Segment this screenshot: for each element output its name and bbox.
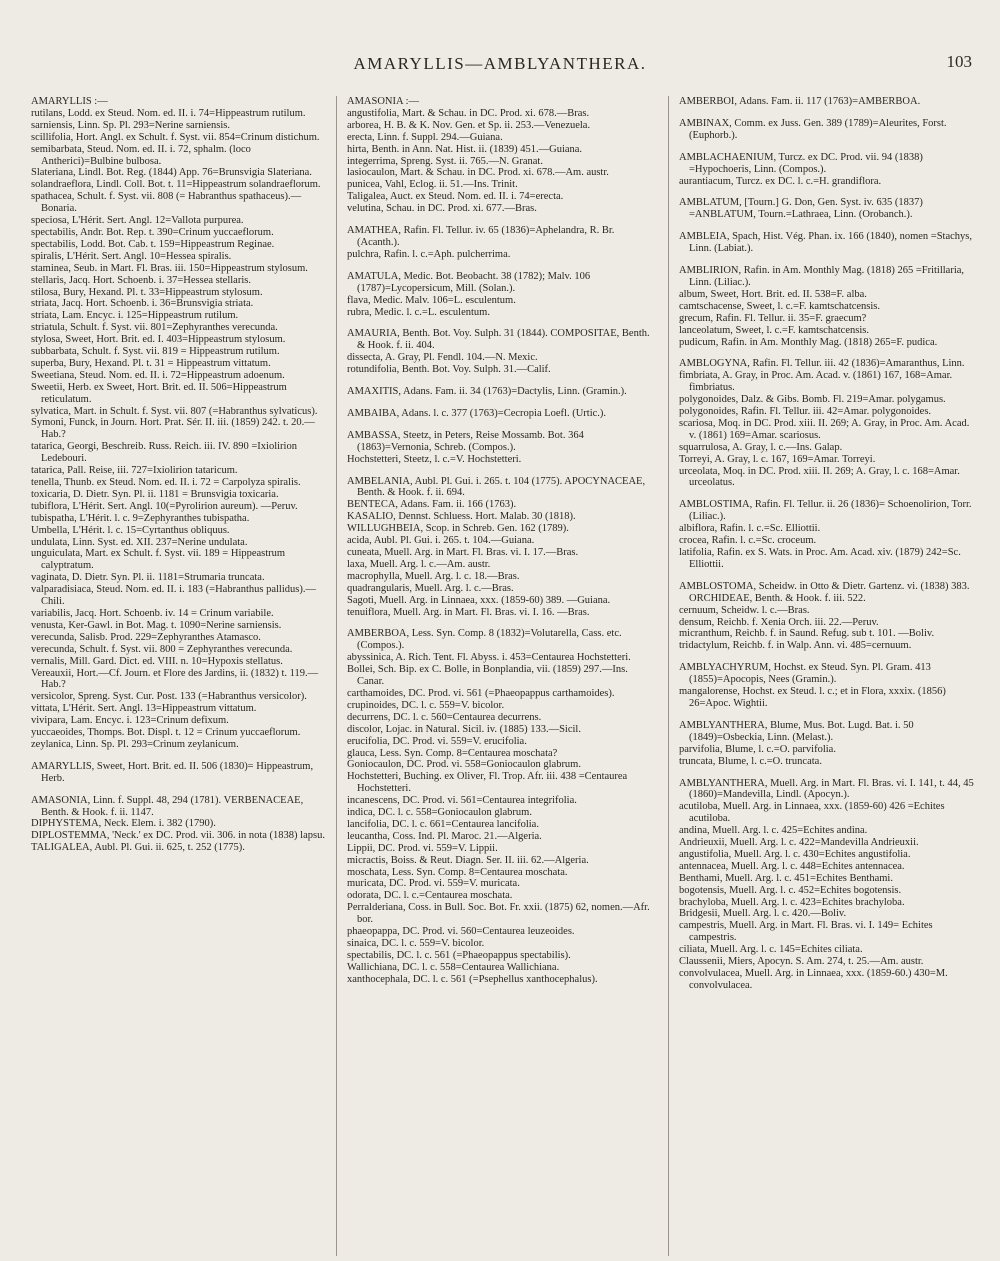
- entry-line: decurrens, DC. l. c. 560=Centaurea decurrens.: [347, 711, 542, 723]
- entry-line: superba, Bury, Hexand. Pl. t. 31 = Hippeastrum vittatum.: [31, 357, 271, 369]
- entry-heading: AMAXITIS, Adans. Fam. ii. 34 (1763)=Dactylis, Linn. (Gramin.).: [347, 386, 627, 398]
- entry-line: yuccaeoides, Thomps. Bot. Displ. t. 12 = Crinum yuccaeflorum.: [31, 727, 301, 739]
- entry-heading: AMBASSA, Steetz, in Peters, Reise Mossamb. Bot. 364 (1863)=Vernonia, Schreb. (Compos.).: [347, 429, 587, 453]
- entry-line: Claussenii, Miers, Apocyn. S. Am. 274, t. 25.—Am. austr.: [679, 956, 924, 968]
- page-number: 103: [946, 52, 972, 71]
- entry-line: velutina, Schau. in DC. Prod. xi. 677.—Bras.: [347, 203, 537, 215]
- entry-line: punicea, Vahl, Eclog. ii. 51.—Ins. Trinit.: [347, 179, 518, 191]
- entry-line: rotundifolia, Benth. Bot. Voy. Sulph. 31.—Calif.: [347, 364, 551, 376]
- entry-line: verecunda, Schult. f. Syst. vii. 800 = Zephyranthes verecunda.: [31, 643, 293, 655]
- entry-line: speciosa, L'Hérit. Sert. Angl. 12=Vallota purpurea.: [31, 215, 244, 227]
- dictionary-entry: [347, 328, 652, 376]
- entry-line: mangalorense, Hochst. ex Steud. l. c.; et in Flora, xxxix. (1856) 26=Apoc. Wightii.: [679, 686, 949, 709]
- dictionary-entry: [679, 358, 975, 489]
- entry-line: spathacea, Schult. f. Syst. vii. 808 (= Habranthus spathaceus).—Bonaria.: [31, 191, 302, 215]
- entry-line: versicolor, Spreng. Syst. Cur. Post. 133 (=Habranthus versicolor).: [31, 691, 307, 703]
- entry-heading: AMBLOSTIMA, Rafin. Fl. Tellur. ii. 26 (1836)= Schoenolirion, Torr. (Liliac.).: [679, 499, 975, 523]
- entry-line: sylvatica, Mart. in Schult. f. Syst. vii. 807 (=Habranthus sylvaticus).: [31, 405, 318, 417]
- entry-line: aurantiacum, Turcz. ex DC. l. c.=H. grandiflora.: [679, 175, 882, 187]
- entry-line: spiralis, L'Hérit. Sert. Angl. 10=Hessea spiralis.: [31, 250, 232, 262]
- dictionary-entry: [347, 225, 652, 261]
- entry-line: indica, DC. l. c. 558=Goniocaulon glabrum.: [347, 807, 532, 819]
- column-left: [31, 96, 327, 1256]
- entry-line: vittata, L'Hérit. Sert. Angl. 13=Hippeastrum vittatum.: [31, 703, 257, 715]
- entry-line: squarrulosa, A. Gray, l. c.—Ins. Galap.: [679, 441, 843, 453]
- entry-heading: AMBLOSTOMA, Scheidw. in Otto & Dietr. Gartenz. vi. (1838) 383. ORCHIDEAE, Benth. & Hook. f. iii. 522.: [679, 580, 973, 604]
- column-middle: [336, 96, 652, 1256]
- entry-line: muricata, DC. Prod. vi. 559=V. muricata.: [347, 878, 520, 890]
- entry-line: macrophylla, Muell. Arg. l. c. 18.—Bras.: [347, 570, 520, 582]
- entry-line: rubra, Medic. l. c.=L. esculentum.: [347, 306, 490, 318]
- entry-line: Slateriana, Lindl. Bot. Reg. (1844) App. 76=Brunsvigia Slateriana.: [31, 167, 312, 179]
- entry-heading: AMBERBOA, Less. Syn. Comp. 8 (1832)=Volutarella, Cass. etc. (Compos.).: [347, 628, 625, 652]
- dictionary-entry: [679, 118, 975, 142]
- dictionary-entry: [347, 408, 652, 420]
- entry-heading: AMBLACHAENIUM, Turcz. ex DC. Prod. vii. 94 (1838) =Hypochoeris, Linn. (Compos.).: [679, 151, 926, 175]
- running-head: [0, 52, 1000, 76]
- entry-line: pulchra, Rafin. l. c.=Aph. pulcherrima.: [347, 248, 511, 260]
- entry-line: laxa, Muell. Arg. l. c.—Am. austr.: [347, 558, 491, 570]
- entry-line: WILLUGHBEIA, Scop. in Schreb. Gen. 162 (1789).: [347, 523, 569, 535]
- entry-line: Torreyi, A. Gray, l. c. 167, 169=Amar. Torreyi.: [679, 453, 876, 465]
- entry-line: camtschacense, Sweet, l. c.=F. kamtschatcensis.: [679, 300, 881, 312]
- entry-heading: AMBELANIA, Aubl. Pl. Gui. i. 265. t. 104 (1775). APOCYNACEAE, Benth. & Hook. f. ii. 694.: [347, 475, 648, 499]
- entry-line: stellaris, Jacq. Hort. Schoenb. i. 37=Hessea stellaris.: [31, 274, 251, 286]
- entry-line: glauca, Less. Syn. Comp. 8=Centaurea moschata?: [347, 747, 558, 759]
- entry-heading: AMBLYACHYRUM, Hochst. ex Steud. Syn. Pl. Gram. 413 (1855)=Apocopis, Nees (Gramin.).: [679, 662, 934, 686]
- entry-line: polygonoides, Dalz. & Gibs. Bomb. Fl. 219=Amar. polygamus.: [679, 394, 946, 406]
- entry-line: Perralderiana, Coss. in Bull. Soc. Bot. Fr. xxii. (1875) 62, nomen.—Afr. bor.: [347, 902, 653, 926]
- dictionary-entry: [347, 628, 652, 985]
- dictionary-entry: [679, 720, 975, 768]
- entry-line: vaginata, D. Dietr. Syn. Pl. ii. 1181=Strumaria truncata.: [31, 572, 265, 584]
- entry-heading: AMBLIRION, Rafin. in Am. Monthly Mag. (1818) 265 =Fritillaria, Linn. (Liliac.).: [679, 265, 967, 288]
- entry-line: erecta, Linn. f. Suppl. 294.—Guiana.: [347, 131, 503, 143]
- entry-line: Sagoti, Muell. Arg. in Linnaea, xxx. (1859-60) 389. —Guiana.: [347, 594, 611, 606]
- dictionary-entry: [347, 430, 652, 466]
- entry-line: lasiocaulon, Mart. & Schau. in DC. Prod. xi. 678.—Am. austr.: [347, 167, 609, 179]
- entry-line: erucifolia, DC. Prod. vi. 559=V. erucifolia.: [347, 735, 527, 747]
- entry-line: Goniocaulon, DC. Prod. vi. 558=Goniocaulon glabrum.: [347, 759, 581, 771]
- entry-line: sinaica, DC. l. c. 559=V. bicolor.: [347, 938, 485, 949]
- entry-line: stylosa, Sweet, Hort. Brit. ed. I. 403=Hippeastrum stylosum.: [31, 334, 286, 346]
- entry-line: venusta, Ker-Gawl. in Bot. Mag. t. 1090=Nerine sarniensis.: [31, 619, 282, 631]
- entry-heading: AMARYLLIS :—: [31, 96, 108, 107]
- entry-line: flava, Medic. Malv. 106=L. esculentum.: [347, 294, 516, 306]
- entry-line: Wallichiana, DC. l. c. 558=Centaurea Wallichiana.: [347, 961, 560, 973]
- entry-line: angustifolia, Muell. Arg. l. c. 430=Echites angustifolia.: [679, 848, 911, 860]
- page-title: AMARYLLIS—AMBLYANTHERA.: [353, 54, 647, 73]
- entry-line: arborea, H. B. & K. Nov. Gen. et Sp. ii. 253.—Venezuela.: [347, 119, 591, 131]
- dictionary-entry: [679, 778, 975, 992]
- entry-line: cernuum, Scheidw. l. c.—Bras.: [679, 604, 810, 616]
- entry-line: Andrieuxii, Muell. Arg. l. c. 422=Mandevilla Andrieuxii.: [679, 837, 919, 849]
- entry-line: antennacea, Muell. Arg. l. c. 448=Echites antennacea.: [679, 860, 905, 872]
- entry-heading: AMBAIBA, Adans. l. c. 377 (1763)=Cecropia Loefl. (Urtic.).: [347, 407, 607, 419]
- dictionary-entry: [31, 96, 327, 751]
- entry-line: bogotensis, Muell. Arg. l. c. 452=Echites bogotensis.: [679, 884, 902, 896]
- entry-line: Sweetiana, Steud. Nom. ed. II. i. 72=Hippeastrum adoenum.: [31, 369, 285, 381]
- entry-line: quadrangularis, Muell. Arg. l. c.—Bras.: [347, 582, 514, 594]
- entry-line: Bridgesii, Muell. Arg. l. c. 420.—Boliv.: [679, 908, 847, 920]
- entry-line: urceolata, Moq. in DC. Prod. xiii. II. 269; A. Gray, l. c. 168=Amar. urceolatus.: [679, 465, 963, 489]
- entry-line: pudicum, Rafin. in Am. Monthly Mag. (1818) 265=F. pudica.: [679, 336, 938, 348]
- column-right: [668, 96, 975, 1256]
- entry-line: angustifolia, Mart. & Schau. in DC. Prod. xi. 678.—Bras.: [347, 107, 590, 119]
- entry-line: scillifolia, Hort. Angl. ex Schult. f. Syst. vii. 854=Crinum distichum.: [31, 131, 320, 143]
- entry-line: xanthocephala, DC. l. c. 561 (=Psephellus xanthocephalus).: [347, 973, 598, 985]
- entry-heading: AMATULA, Medic. Bot. Beobacht. 38 (1782); Malv. 106 (1787)=Lycopersicum, Mill. (Solan.).: [347, 270, 593, 294]
- entry-line: parvifolia, Blume, l. c.=O. parvifolia.: [679, 743, 836, 755]
- entry-line: albiflora, Rafin. l. c.=Sc. Elliottii.: [679, 523, 821, 535]
- entry-line: integerrima, Spreng. Syst. ii. 765.—N. Granat.: [347, 155, 543, 167]
- entry-line: carthamoides, DC. Prod. vi. 561 (=Phaeopappus carthamoides).: [347, 687, 615, 699]
- entry-line: sarniensis, Linn. Sp. Pl. 293=Nerine sarniensis.: [31, 119, 230, 131]
- text-columns: [31, 96, 975, 1256]
- entry-line: Bollei, Sch. Bip. ex C. Bolle, in Bonplandia, vii. (1859) 297.—Ins. Canar.: [347, 664, 631, 688]
- entry-heading: AMAURIA, Benth. Bot. Voy. Sulph. 31 (1844). COMPOSITAE, Benth. & Hook. f. ii. 404.: [347, 328, 653, 352]
- dictionary-entry: [679, 662, 975, 710]
- dictionary-entry: [31, 761, 327, 785]
- entry-line: KASALIO, Dennst. Schluess. Hort. Malab. 30 (1818).: [347, 511, 576, 523]
- entry-line: TALIGALEA, Aubl. Pl. Gui. ii. 625, t. 252 (1775).: [31, 842, 245, 854]
- entry-line: Vereauxii, Hort.—Cf. Journ. et Flore des Jardins, ii. (1832) t. 119.—Hab.?: [31, 667, 319, 691]
- entry-line: striatula, Schult. f. Syst. vii. 801=Zephyranthes verecunda.: [31, 322, 278, 334]
- entry-heading: AMBERBOI, Adans. Fam. ii. 117 (1763)=AMBERBOA.: [679, 96, 921, 107]
- entry-line: DIPLOSTEMMA, 'Neck.' ex DC. Prod. vii. 306. in nota (1838) lapsu.: [31, 830, 325, 842]
- entry-line: ciliata, Muell. Arg. l. c. 145=Echites ciliata.: [679, 944, 863, 956]
- entry-heading: AMATHEA, Rafin. Fl. Tellur. iv. 65 (1836)=Aphelandra, R. Br. (Acanth.).: [347, 225, 617, 248]
- entry-heading: AMBLEIA, Spach, Hist. Vég. Phan. ix. 166 (1840), nomen =Stachys, Linn. (Labiat.).: [679, 231, 975, 255]
- entry-line: micranthum, Reichb. f. in Saund. Refug. sub t. 101. —Boliv.: [679, 628, 935, 640]
- entry-line: lanceolatum, Sweet, l. c.=F. kamtschatcensis.: [679, 324, 869, 336]
- entry-line: andina, Muell. Arg. l. c. 425=Echites andina.: [679, 825, 868, 837]
- entry-line: spectabilis, DC. l. c. 561 (=Phaeopappus spectabilis).: [347, 949, 571, 961]
- entry-line: album, Sweet, Hort. Brit. ed. II. 538=F. alba.: [679, 288, 867, 300]
- entry-line: vernalis, Mill. Gard. Dict. ed. VIII. n. 10=Hypoxis stellatus.: [31, 655, 283, 667]
- entry-line: Benthami, Muell. Arg. l. c. 451=Echites Benthami.: [679, 872, 893, 884]
- entry-heading: AMBLYANTHERA, Muell. Arg. in Mart. Fl. Bras. vi. I. 141, t. 44, 45 (1860)=Mandevilla, Lindl. (Apocyn.).: [679, 777, 977, 801]
- entry-line: striata, Lam. Encyc. i. 125=Hippeastrum rutilum.: [31, 310, 239, 322]
- entry-heading: AMBLOGYNA, Rafin. Fl. Tellur. iii. 42 (1836)=Amaranthus, Linn.: [679, 358, 965, 370]
- entry-line: incanescens, DC. Prod. vi. 561=Centaurea integrifolia.: [347, 795, 577, 807]
- entry-line: Symoni, Funck, in Journ. Hort. Prat. Sér. II. iii. (1859) 242. t. 20.—Hab.?: [31, 417, 315, 441]
- entry-line: truncata, Blume, l. c.=O. truncata.: [679, 755, 822, 767]
- entry-line: tridactylum, Reichb. f. in Walp. Ann. vi. 485=cernuum.: [679, 640, 912, 652]
- entry-line: acida, Aubl. Pl. Gui. i. 265. t. 104.—Guiana.: [347, 535, 535, 547]
- entry-line: vivipara, Lam. Encyc. i. 123=Crinum defixum.: [31, 715, 229, 727]
- dictionary-entry: [679, 499, 975, 570]
- entry-line: phaeopappa, DC. Prod. vi. 560=Centaurea leuzeoides.: [347, 926, 575, 938]
- entry-line: odorata, DC. l. c.=Centaurea moschata.: [347, 890, 513, 902]
- entry-line: Umbella, L'Hérit. l. c. 15=Cyrtanthus obliquus.: [31, 524, 230, 536]
- dictionary-entry: [679, 152, 975, 188]
- dictionary-entry: [347, 476, 652, 619]
- entry-line: tenuiflora, Muell. Arg. in Mart. Fl. Bras. vi. I. 16. —Bras.: [347, 606, 590, 618]
- entry-line: zeylanica, Linn. Sp. Pl. 293=Crinum zeylanicum.: [31, 738, 239, 750]
- entry-line: Taligalea, Auct. ex Steud. Nom. ed. II. i. 74=erecta.: [347, 191, 564, 203]
- entry-line: micractis, Boiss. & Reut. Diagn. Ser. II. iii. 62.—Algeria.: [347, 854, 589, 866]
- entry-line: subbarbata, Schult. f. Syst. vii. 819 = Hippeastrum rutilum.: [31, 346, 280, 358]
- entry-line: Lippii, DC. Prod. vi. 559=V. Lippii.: [347, 842, 498, 854]
- entry-line: stilosa, Bury, Hexand. Pl. t. 33=Hippeastrum stylosum.: [31, 286, 263, 298]
- entry-heading: AMARYLLIS, Sweet, Hort. Brit. ed. II. 506 (1830)= Hippeastrum, Herb.: [31, 760, 316, 784]
- dictionary-entry: [679, 581, 975, 652]
- entry-line: toxicaria, D. Dietr. Syn. Pl. ii. 1181 = Brunsvigia toxicaria.: [31, 488, 279, 500]
- entry-line: densum, Reichb. f. Xenia Orch. iii. 22.—Peruv.: [679, 616, 879, 628]
- entry-line: spectabilis, Andr. Bot. Rep. t. 390=Crinum yuccaeflorum.: [31, 226, 274, 238]
- entry-line: tenella, Thunb. ex Steud. Nom. ed. II. i. 72 = Carpolyza spiralis.: [31, 477, 301, 488]
- entry-line: semibarbata, Steud. Nom. ed. II. i. 72, sphalm. (loco Antherici)=Bulbine bulbosa.: [31, 143, 253, 167]
- entry-heading: AMASONIA, Linn. f. Suppl. 48, 294 (1781). VERBENACEAE, Benth. & Hook. f. ii. 1147.: [31, 794, 306, 818]
- dictionary-entry: [31, 795, 327, 855]
- dictionary-entry: [347, 271, 652, 319]
- entry-heading: AMBLYANTHERA, Blume, Mus. Bot. Lugd. Bat. i. 50 (1849)=Osbeckia, Linn. (Melast.).: [679, 719, 917, 743]
- entry-line: tatarica, Georgi, Beschreib. Russ. Reich. iii. IV. 890 =Ixiolirion Ledebouri.: [31, 441, 300, 465]
- entry-line: convolvulacea, Muell. Arg. in Linnaea, xxx. (1859-60.) 430=M. convolvulacea.: [679, 968, 951, 991]
- entry-line: valparadisiaca, Steud. Nom. ed. II. i. 183 (=Habranthus pallidus).—Chili.: [31, 584, 316, 608]
- dictionary-entry: [347, 386, 652, 398]
- entry-line: variabilis, Jacq. Hort. Schoenb. iv. 14 = Crinum variabile.: [31, 607, 274, 619]
- entry-line: solandraeflora, Lindl. Coll. Bot. t. 11=Hippeastrum solandraeflorum.: [31, 179, 321, 191]
- entry-line: tatarica, Pall. Reise, iii. 727=Ixiolirion tataricum.: [31, 465, 238, 477]
- entry-line: discolor, Lojac. in Natural. Sicil. iv. (1885) 133.—Sicil.: [347, 723, 581, 735]
- entry-heading: AMBLATUM, [Tourn.] G. Don, Gen. Syst. iv. 635 (1837) =ANBLATUM, Tourn.=Lathraea, Linn. (Orobanch.).: [679, 197, 926, 221]
- entry-line: polygonoides, Rafin. Fl. Tellur. iii. 42=Amar. polygonoides.: [679, 406, 932, 418]
- entry-line: acutiloba, Muell. Arg. in Linnaea, xxx. (1859-60) 426 =Echites acutiloba.: [679, 801, 948, 825]
- entry-line: verecunda, Salisb. Prod. 229=Zephyranthes Atamasco.: [31, 631, 261, 643]
- entry-line: crupinoides, DC. l. c. 559=V. bicolor.: [347, 699, 505, 711]
- entry-line: lancifolia, DC. l. c. 661=Centaurea lancifolia.: [347, 818, 539, 830]
- entry-line: Sweetii, Herb. ex Sweet, Hort. Brit. ed. II. 506=Hippeastrum reticulatum.: [31, 381, 290, 405]
- dictionary-entry: [679, 96, 975, 108]
- entry-line: leucantha, Coss. Ind. Pl. Maroc. 21.—Algeria.: [347, 830, 542, 842]
- entry-heading: AMASONIA :—: [347, 96, 420, 107]
- entry-heading: AMBINAX, Comm. ex Juss. Gen. 389 (1789)=Aleurites, Forst. (Euphorb.).: [679, 117, 950, 141]
- entry-line: staminea, Seub. in Mart. Fl. Bras. iii. 150=Hippeastrum stylosum.: [31, 262, 308, 274]
- dictionary-entry: [679, 231, 975, 255]
- entry-line: hirta, Benth. in Ann. Nat. Hist. ii. (1839) 451.—Guiana.: [347, 143, 583, 155]
- entry-line: dissecta, A. Gray, Pl. Fendl. 104.—N. Mexic.: [347, 352, 538, 364]
- entry-line: latifolia, Rafin. ex S. Wats. in Proc. Am. Acad. xiv. (1879) 242=Sc. Elliottii.: [679, 547, 964, 570]
- dictionary-entry: [347, 96, 652, 215]
- entry-line: abyssinica, A. Rich. Tent. Fl. Abyss. i. 453=Centaurea Hochstetteri.: [347, 652, 631, 664]
- entry-line: cuneata, Muell. Arg. in Mart. Fl. Bras. vi. I. 17.—Bras.: [347, 547, 579, 558]
- dictionary-entry: [679, 265, 975, 348]
- entry-line: scariosa, Moq. in DC. Prod. xiii. II. 269; A. Gray, in Proc. Am. Acad. v. (1861) 169=Amar. scariosus.: [679, 417, 973, 441]
- entry-line: brachyloba, Muell. Arg. l. c. 423=Echites brachyloba.: [679, 896, 905, 908]
- entry-line: crocea, Rafin. l. c.=Sc. croceum.: [679, 535, 817, 547]
- entry-line: BENTECA, Adans. Fam. ii. 166 (1763).: [347, 499, 517, 511]
- entry-line: spectabilis, Lodd. Bot. Cab. t. 159=Hippeastrum Reginae.: [31, 238, 275, 250]
- entry-line: grecum, Rafin. Fl. Tellur. ii. 35=F. graecum?: [679, 312, 867, 324]
- entry-line: unguiculata, Mart. ex Schult. f. Syst. vii. 189 = Hippeastrum calyptratum.: [31, 548, 288, 572]
- entry-line: striata, Jacq. Hort. Schoenb. i. 36=Brunsvigia striata.: [31, 298, 254, 310]
- entry-line: undulata, Linn. Syst. ed. XII. 237=Nerine undulata.: [31, 536, 248, 548]
- entry-line: rutilans, Lodd. ex Steud. Nom. ed. II. i. 74=Hippeastrum rutilum.: [31, 107, 306, 119]
- entry-line: moschata, Less. Syn. Comp. 8=Centaurea moschata.: [347, 866, 568, 878]
- entry-line: tubiflora, L'Hérit. Sert. Angl. 10(=Pyrolirion aureum). —Peruv.: [31, 500, 298, 512]
- dictionary-entry: [679, 197, 975, 221]
- entry-line: Hochstetteri, Steetz, l. c.=V. Hochstetteri.: [347, 453, 522, 465]
- entry-line: fimbriata, A. Gray, in Proc. Am. Acad. v. (1861) 167, 168=Amar. fimbriatus.: [679, 370, 955, 394]
- entry-line: campestris, Muell. Arg. in Mart. Fl. Bras. vi. I. 149= Echites campestris.: [679, 920, 936, 944]
- entry-line: Hochstetteri, Buching. ex Oliver, Fl. Trop. Afr. iii. 438 =Centaurea Hochstetteri.: [347, 771, 630, 795]
- entry-line: tubispatha, L'Hérit. l. c. 9=Zephyranthes tubispatha.: [31, 512, 250, 524]
- entry-line: DIPHYSTEMA, Neck. Elem. i. 382 (1790).: [31, 818, 216, 830]
